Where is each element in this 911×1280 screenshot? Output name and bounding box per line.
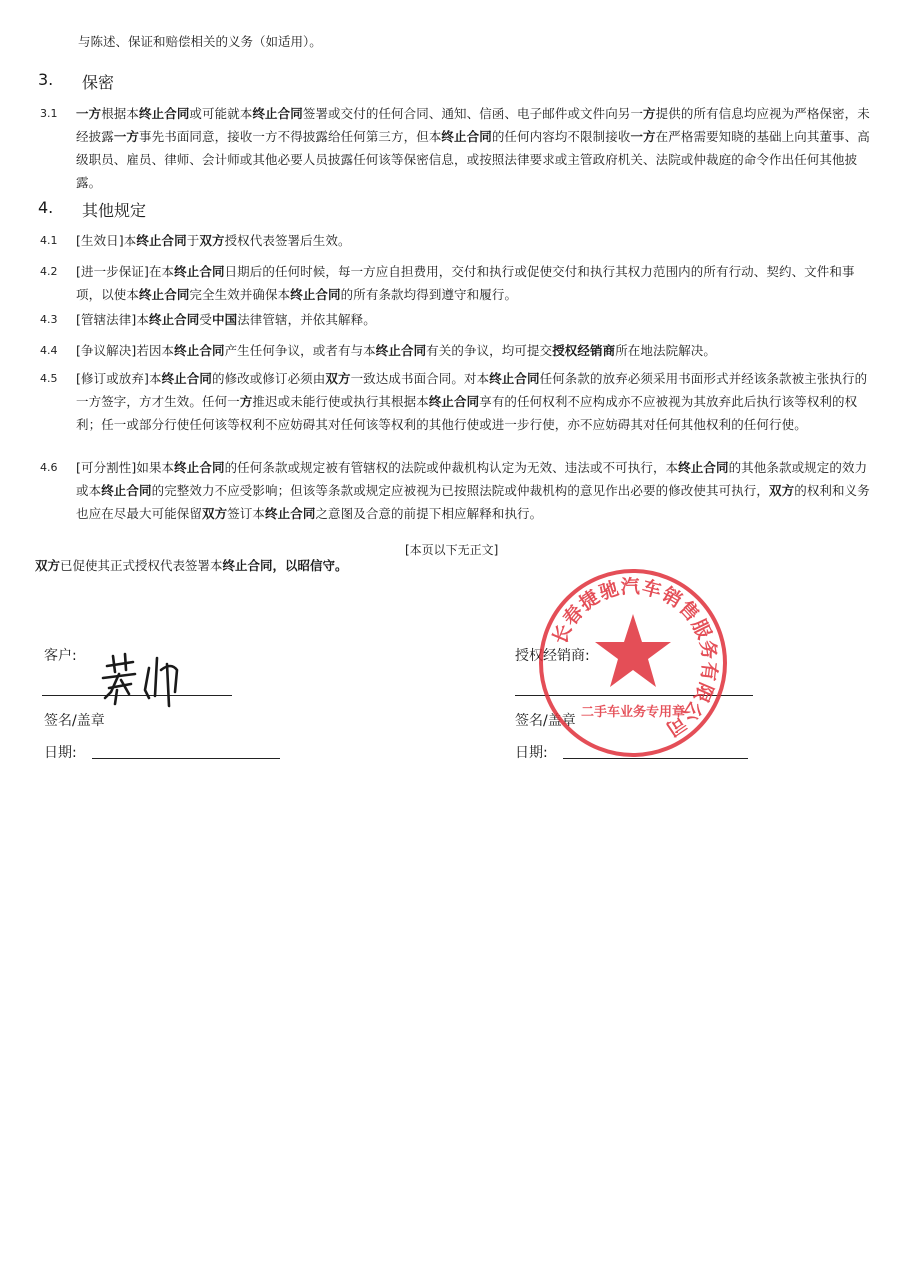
clause-4-3-body: [管辖法律]本终止合同受中国法律管辖，并依其解释。	[76, 312, 376, 327]
customer-date-line	[92, 758, 280, 759]
clause-number: 3.1	[40, 107, 58, 120]
continuation-line: 与陈述、保证和赔偿相关的义务（如适用）。	[78, 34, 322, 49]
customer-label: 客户:	[44, 648, 77, 664]
clause-number: 4.3	[40, 313, 58, 326]
clause-3-1-body: 一方根据本终止合同或可能就本终止合同签署或交付的任何合同、通知、信函、电子邮件或文件向另一方提供的所有信息均应视为严格保密，未经披露一方事先书面同意，接收一方不得披露给任何第三方，但本终止合同的任何内容均不限制接收一方在严格需要知晓的基础上向其董事、高级职员、雇员、律师、会计师或其他必要人员披露任何该等保密信息，或按照法律要求或主管政府机关、法院或仲裁庭的命令作出任何其他披露。	[76, 106, 870, 190]
clause-4-4-body: [争议解决]若因本终止合同产生任何争议，或者有与本终止合同有关的争议，均可提交授权经销商所在地法院解决。	[76, 343, 717, 358]
dealer-date-label: 日期:	[515, 745, 548, 761]
clause-number: 4.4	[40, 344, 58, 357]
clause-4-5-body: [修订或放弃]本终止合同的修改或修订必须由双方一致达成书面合同。对本终止合同任何条款的放弃必须采用书面形式并经该条款被主张执行的一方签字，方才生效。任何一方推迟或未能行使或执行其根据本终止合同享有的任何权利不应构成亦不应被视为其放弃此后执行该等权利的权利；任一或部分行使任何该等权利不应妨碍其对任何该等权利的其他行使或进一步行使，亦不应妨碍其对任何其他权利的任何行使。	[76, 371, 868, 432]
clause-4-2-body: [进一步保证]在本终止合同日期后的任何时候，每一方应自担费用，交付和执行或促使交付和执行其权力范围内的所有行动、契约、文件和事项，以使本终止合同完全生效并确保本终止合同的所有条款均得到遵守和履行。	[76, 264, 855, 302]
customer-date-label: 日期:	[44, 745, 77, 761]
clause-number: 4.2	[40, 265, 58, 278]
svg-text:长春捷驰汽车销售服务有限公司: 长春捷驰汽车销售服务有限公司	[548, 575, 721, 741]
clause-4-1-body: [生效日]本终止合同于双方授权代表签署后生效。	[76, 233, 351, 248]
company-seal	[536, 566, 730, 760]
section-4-number: 4.	[38, 198, 54, 217]
customer-handwritten-signature	[95, 648, 195, 708]
section-3-title: 保密	[82, 73, 115, 92]
clause-4-6-body: [可分割性]如果本终止合同的任何条款或规定被有管辖权的法院或仲裁机构认定为无效、违法或不可执行，本终止合同的其他条款或规定的效力或本终止合同的完整效力不应受影响；但该等条款或规定应被视为已按照法院或仲裁机构的意见作出必要的修改使其可执行，双方的权利和义务也应在尽最大可能保留双方签订本终止合同之意图及合意的前提下相应解释和执行。	[76, 460, 870, 521]
customer-sign-seal-label: 签名/盖章	[44, 713, 105, 729]
dealer-label: 授权经销商:	[515, 648, 590, 664]
section-4-title: 其他规定	[82, 201, 147, 220]
dealer-sign-seal-label: 签名/盖章	[515, 713, 576, 729]
svg-text:二手车业务专用章: 二手车业务专用章	[580, 705, 686, 720]
clause-number: 4.1	[40, 234, 58, 247]
section-3-number: 3.	[38, 70, 54, 89]
witness-statement: 双方已促使其正式授权代表签署本终止合同，以昭信守。	[35, 558, 348, 573]
no-text-below-note: [本页以下无正文]	[405, 543, 499, 557]
clause-number: 4.6	[40, 461, 58, 474]
clause-number: 4.5	[40, 372, 58, 385]
